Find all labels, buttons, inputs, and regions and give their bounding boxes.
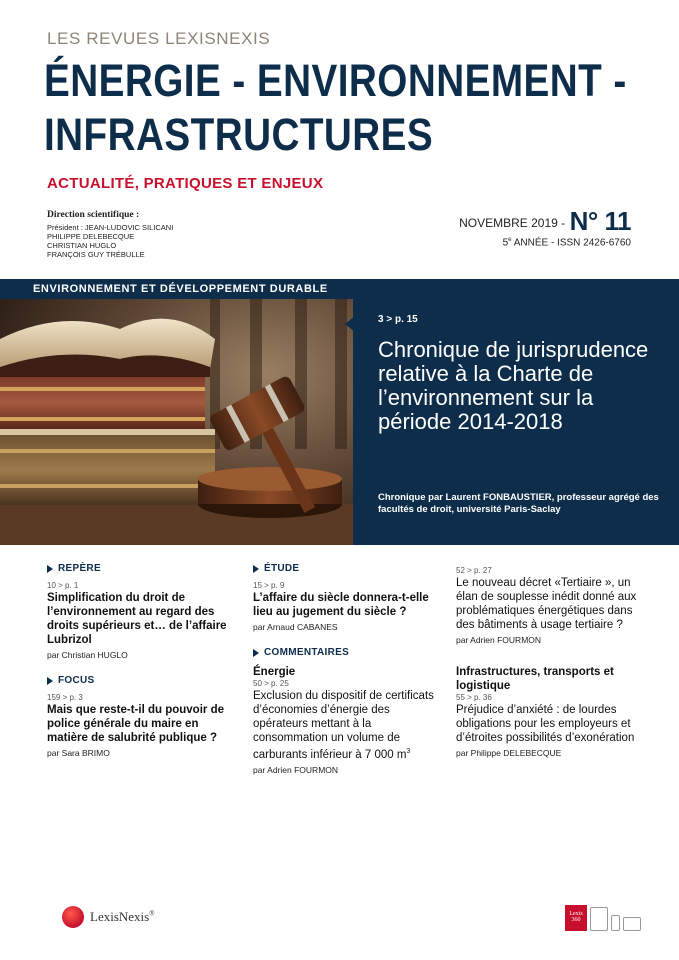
article-reference: 159 > p. 3 bbox=[47, 693, 83, 702]
infra-block bbox=[456, 665, 641, 758]
article-reference: 50 > p. 25 bbox=[253, 679, 289, 688]
issue-info bbox=[459, 206, 631, 248]
tablet-icon bbox=[590, 907, 608, 931]
article-author: par Christian HUGLO bbox=[47, 650, 128, 660]
triangle-bullet-icon bbox=[253, 649, 259, 657]
commentaires-block bbox=[253, 647, 435, 775]
repere-block bbox=[47, 563, 229, 660]
article-title[interactable]: Le nouveau décret «Tertiaire », un élan de souplesse inédit donné aux problématiques énergétiques dans des bâtiments à usage tertiaire ? bbox=[456, 577, 637, 631]
journal-title-line2: INFRASTRUCTURES bbox=[44, 109, 434, 160]
category-title: Infrastructures, transports et logistique bbox=[456, 666, 614, 692]
feature-byline: Chronique par Laurent FONBAUSTIER, professeur agrégé des facultés de droit, université Paris-Saclay bbox=[378, 492, 659, 515]
triangle-bullet-icon bbox=[47, 565, 53, 573]
direction-member: FRANÇOIS GUY TRÉBULLE bbox=[47, 250, 145, 259]
column-middle bbox=[253, 563, 435, 790]
article-reference: 15 > p. 9 bbox=[253, 581, 285, 590]
article-author: par Arnaud CABANES bbox=[253, 622, 338, 632]
direction-heading: Direction scientifique : bbox=[47, 210, 140, 220]
section-heading-repere: REPÈRE bbox=[47, 563, 229, 574]
direction-member: CHRISTIAN HUGLO bbox=[47, 241, 117, 250]
lexis-book-icon: Lexis 360 bbox=[565, 905, 587, 931]
direction-member: Président : JEAN-LUDOVIC SILICANI bbox=[47, 223, 174, 232]
article-title[interactable]: Simplification du droit de l’environnement au regard des droits supérieurs et… de l’affaire Lubrizol bbox=[47, 592, 227, 646]
triangle-bullet-icon bbox=[253, 565, 259, 573]
triangle-bullet-icon bbox=[47, 677, 53, 685]
category-title: Énergie bbox=[253, 666, 296, 678]
article-title[interactable]: Mais que reste-t-il du pouvoir de police générale du maire en matière de salubrité publique ? bbox=[47, 704, 224, 744]
section-heading-etude: ÉTUDE bbox=[253, 563, 435, 574]
article-author: par Sara BRIMO bbox=[47, 748, 110, 758]
issue-date: NOVEMBRE 2019 - bbox=[459, 216, 566, 230]
column-right bbox=[456, 566, 641, 773]
article-reference: 55 > p. 36 bbox=[456, 693, 492, 702]
focus-block bbox=[47, 675, 229, 758]
lexisnexis-logo bbox=[62, 906, 155, 928]
issue-meta: 5e ANNÉE - ISSN 2426-6760 bbox=[502, 237, 631, 249]
device-icons bbox=[565, 905, 641, 931]
feature-headline[interactable]: Chronique de jurisprudence relative à la Charte de l’environnement sur la période 2014-2018 bbox=[378, 337, 649, 434]
series-label: LES REVUES LEXISNEXIS bbox=[47, 29, 271, 48]
article-author: par Adrien FOURMON bbox=[456, 635, 542, 645]
feature-reference: 3 > p. 15 bbox=[378, 314, 418, 325]
tertiaire-block bbox=[456, 566, 641, 645]
section-heading-focus: FOCUS bbox=[47, 675, 229, 686]
article-author: par Adrien FOURMON bbox=[253, 764, 339, 775]
laptop-icon bbox=[623, 917, 641, 931]
journal-title-line1: ÉNERGIE - ENVIRONNEMENT - bbox=[44, 55, 627, 106]
article-title[interactable]: L’affaire du siècle donnera-t-elle lieu au jugement du siècle ? bbox=[253, 592, 429, 618]
feature-pointer bbox=[345, 316, 355, 332]
article-title[interactable]: Préjudice d’anxiété : de lourdes obligations pour les employeurs et d’étroites possibilités d’exonération bbox=[456, 704, 635, 744]
journal-subtitle: ACTUALITÉ, PRATIQUES ET ENJEUX bbox=[47, 175, 324, 192]
phone-icon bbox=[611, 915, 620, 931]
issue-number: N° 11 bbox=[569, 206, 631, 236]
article-reference: 10 > p. 1 bbox=[47, 581, 79, 590]
scientific-direction bbox=[47, 211, 173, 259]
column-left bbox=[47, 563, 229, 773]
article-reference: 52 > p. 27 bbox=[456, 566, 492, 575]
direction-member: PHILIPPE DELEBECQUE bbox=[47, 232, 135, 241]
article-title[interactable]: Exclusion du dispositif de certificats d’économies d’énergie des opérateurs mettant à la consommation un volume de carburants inférieur à 7 000 $m^3$ bbox=[253, 690, 434, 761]
brand-name: LexisNexis® bbox=[90, 909, 155, 924]
section-heading-commentaires: COMMENTAIRES bbox=[253, 647, 435, 658]
journal-title bbox=[44, 54, 627, 162]
article-author: par Philippe DELEBECQUE bbox=[456, 748, 562, 758]
lexisnexis-logo-icon bbox=[62, 906, 84, 928]
etude-block bbox=[253, 563, 435, 632]
books-gavel-photo bbox=[0, 299, 353, 545]
section-label: ENVIRONNEMENT ET DÉVELOPPEMENT DURABLE bbox=[33, 283, 328, 295]
